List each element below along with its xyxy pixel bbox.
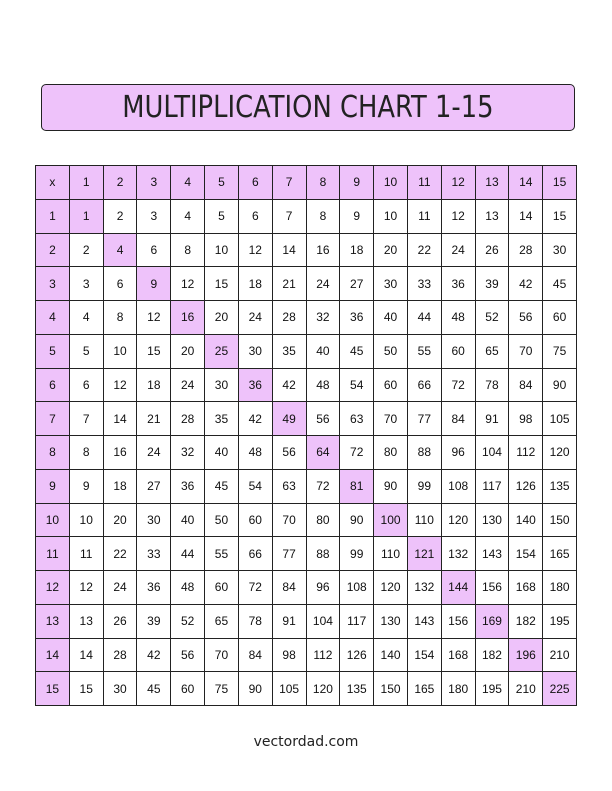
product-cell: 22 — [407, 233, 441, 267]
product-cell: 63 — [340, 402, 374, 436]
row-header-cell: 7 — [36, 402, 70, 436]
product-cell: 91 — [475, 402, 509, 436]
row-header-cell: 15 — [36, 672, 70, 706]
product-cell: 28 — [272, 301, 306, 335]
page-title: MULTIPLICATION CHART 1-15 — [122, 90, 494, 125]
product-cell: 150 — [374, 672, 408, 706]
product-cell: 7 — [69, 402, 103, 436]
row-header-cell: 4 — [36, 301, 70, 335]
product-cell: 2 — [103, 199, 137, 233]
product-cell: 91 — [272, 604, 306, 638]
header-row — [36, 166, 577, 200]
product-cell: 16 — [306, 233, 340, 267]
product-cell: 22 — [103, 537, 137, 571]
product-cell: 36 — [137, 571, 171, 605]
product-cell: 56 — [171, 638, 205, 672]
product-cell: 84 — [272, 571, 306, 605]
row-header-cell: 14 — [36, 638, 70, 672]
product-cell: 77 — [407, 402, 441, 436]
column-header-cell: 3 — [137, 166, 171, 200]
product-cell: 96 — [441, 436, 475, 470]
product-cell: 20 — [103, 503, 137, 537]
product-cell: 182 — [475, 638, 509, 672]
product-cell: 44 — [171, 537, 205, 571]
product-cell: 72 — [340, 436, 374, 470]
product-cell: 88 — [407, 436, 441, 470]
product-cell: 130 — [475, 503, 509, 537]
product-cell: 18 — [238, 267, 272, 301]
product-cell: 60 — [543, 301, 577, 335]
product-cell: 24 — [306, 267, 340, 301]
multiplication-table — [35, 165, 577, 706]
product-cell: 44 — [407, 301, 441, 335]
product-cell: 84 — [238, 638, 272, 672]
product-cell: 154 — [509, 537, 543, 571]
product-cell: 48 — [441, 301, 475, 335]
table-row — [36, 571, 577, 605]
corner-cell: x — [36, 166, 70, 200]
table-row — [36, 672, 577, 706]
row-header-cell: 12 — [36, 571, 70, 605]
product-cell: 33 — [137, 537, 171, 571]
product-cell: 135 — [340, 672, 374, 706]
square-product-cell: 25 — [205, 334, 239, 368]
product-cell: 3 — [69, 267, 103, 301]
product-cell: 5 — [69, 334, 103, 368]
column-header-cell: 1 — [69, 166, 103, 200]
column-header-cell: 10 — [374, 166, 408, 200]
product-cell: 10 — [103, 334, 137, 368]
product-cell: 154 — [407, 638, 441, 672]
product-cell: 80 — [374, 436, 408, 470]
product-cell: 24 — [137, 436, 171, 470]
table-row — [36, 368, 577, 402]
row-header-cell: 9 — [36, 469, 70, 503]
product-cell: 96 — [306, 571, 340, 605]
product-cell: 112 — [509, 436, 543, 470]
product-cell: 90 — [543, 368, 577, 402]
product-cell: 105 — [543, 402, 577, 436]
table-row — [36, 301, 577, 335]
product-cell: 33 — [407, 267, 441, 301]
product-cell: 52 — [171, 604, 205, 638]
product-cell: 27 — [137, 469, 171, 503]
product-cell: 56 — [509, 301, 543, 335]
product-cell: 14 — [272, 233, 306, 267]
product-cell: 11 — [69, 537, 103, 571]
product-cell: 28 — [509, 233, 543, 267]
column-header-cell: 8 — [306, 166, 340, 200]
product-cell: 80 — [306, 503, 340, 537]
product-cell: 8 — [171, 233, 205, 267]
product-cell: 48 — [238, 436, 272, 470]
product-cell: 66 — [407, 368, 441, 402]
square-product-cell: 36 — [238, 368, 272, 402]
product-cell: 50 — [374, 334, 408, 368]
product-cell: 6 — [69, 368, 103, 402]
product-cell: 63 — [272, 469, 306, 503]
row-header-cell: 10 — [36, 503, 70, 537]
product-cell: 14 — [69, 638, 103, 672]
product-cell: 30 — [374, 267, 408, 301]
product-cell: 88 — [306, 537, 340, 571]
product-cell: 108 — [441, 469, 475, 503]
square-product-cell: 49 — [272, 402, 306, 436]
product-cell: 15 — [69, 672, 103, 706]
product-cell: 8 — [69, 436, 103, 470]
product-cell: 24 — [441, 233, 475, 267]
column-header-cell: 6 — [238, 166, 272, 200]
product-cell: 12 — [103, 368, 137, 402]
product-cell: 56 — [306, 402, 340, 436]
product-cell: 15 — [205, 267, 239, 301]
column-header-cell: 9 — [340, 166, 374, 200]
product-cell: 55 — [407, 334, 441, 368]
product-cell: 143 — [475, 537, 509, 571]
product-cell: 132 — [441, 537, 475, 571]
square-product-cell: 196 — [509, 638, 543, 672]
product-cell: 36 — [171, 469, 205, 503]
product-cell: 39 — [475, 267, 509, 301]
product-cell: 195 — [543, 604, 577, 638]
square-product-cell: 9 — [137, 267, 171, 301]
square-product-cell: 100 — [374, 503, 408, 537]
product-cell: 21 — [137, 402, 171, 436]
product-cell: 13 — [475, 199, 509, 233]
product-cell: 28 — [103, 638, 137, 672]
product-cell: 9 — [69, 469, 103, 503]
row-header-cell: 13 — [36, 604, 70, 638]
product-cell: 40 — [306, 334, 340, 368]
table-row — [36, 469, 577, 503]
product-cell: 6 — [103, 267, 137, 301]
product-cell: 12 — [441, 199, 475, 233]
product-cell: 28 — [171, 402, 205, 436]
product-cell: 78 — [238, 604, 272, 638]
product-cell: 54 — [340, 368, 374, 402]
product-cell: 30 — [238, 334, 272, 368]
title-banner — [41, 84, 575, 131]
product-cell: 4 — [69, 301, 103, 335]
product-cell: 117 — [340, 604, 374, 638]
product-cell: 20 — [374, 233, 408, 267]
product-cell: 99 — [340, 537, 374, 571]
product-cell: 30 — [103, 672, 137, 706]
table-row — [36, 334, 577, 368]
product-cell: 165 — [407, 672, 441, 706]
product-cell: 120 — [306, 672, 340, 706]
row-header-cell: 5 — [36, 334, 70, 368]
product-cell: 180 — [543, 571, 577, 605]
product-cell: 20 — [171, 334, 205, 368]
table-row — [36, 503, 577, 537]
product-cell: 135 — [543, 469, 577, 503]
column-header-cell: 7 — [272, 166, 306, 200]
product-cell: 98 — [509, 402, 543, 436]
product-cell: 8 — [103, 301, 137, 335]
product-cell: 10 — [69, 503, 103, 537]
product-cell: 42 — [238, 402, 272, 436]
product-cell: 210 — [543, 638, 577, 672]
product-cell: 104 — [306, 604, 340, 638]
product-cell: 65 — [205, 604, 239, 638]
product-cell: 54 — [238, 469, 272, 503]
product-cell: 9 — [340, 199, 374, 233]
product-cell: 143 — [407, 604, 441, 638]
product-cell: 180 — [441, 672, 475, 706]
product-cell: 26 — [103, 604, 137, 638]
product-cell: 60 — [441, 334, 475, 368]
square-product-cell: 81 — [340, 469, 374, 503]
product-cell: 52 — [475, 301, 509, 335]
column-header-cell: 2 — [103, 166, 137, 200]
product-cell: 60 — [205, 571, 239, 605]
table-row — [36, 436, 577, 470]
column-header-cell: 4 — [171, 166, 205, 200]
product-cell: 117 — [475, 469, 509, 503]
product-cell: 60 — [238, 503, 272, 537]
row-header-cell: 6 — [36, 368, 70, 402]
product-cell: 104 — [475, 436, 509, 470]
product-cell: 30 — [543, 233, 577, 267]
product-cell: 40 — [205, 436, 239, 470]
product-cell: 120 — [374, 571, 408, 605]
product-cell: 70 — [205, 638, 239, 672]
product-cell: 72 — [238, 571, 272, 605]
product-cell: 30 — [137, 503, 171, 537]
product-cell: 48 — [171, 571, 205, 605]
product-cell: 12 — [238, 233, 272, 267]
table-row — [36, 537, 577, 571]
product-cell: 60 — [171, 672, 205, 706]
product-cell: 6 — [137, 233, 171, 267]
product-cell: 24 — [103, 571, 137, 605]
product-cell: 14 — [103, 402, 137, 436]
product-cell: 156 — [475, 571, 509, 605]
product-cell: 120 — [441, 503, 475, 537]
product-cell: 45 — [205, 469, 239, 503]
product-cell: 140 — [509, 503, 543, 537]
row-header-cell: 1 — [36, 199, 70, 233]
table-row — [36, 638, 577, 672]
column-header-cell: 12 — [441, 166, 475, 200]
square-product-cell: 4 — [103, 233, 137, 267]
square-product-cell: 169 — [475, 604, 509, 638]
row-header-cell: 2 — [36, 233, 70, 267]
table-row — [36, 233, 577, 267]
product-cell: 20 — [205, 301, 239, 335]
square-product-cell: 225 — [543, 672, 577, 706]
product-cell: 21 — [272, 267, 306, 301]
product-cell: 156 — [441, 604, 475, 638]
product-cell: 42 — [272, 368, 306, 402]
product-cell: 168 — [441, 638, 475, 672]
product-cell: 10 — [205, 233, 239, 267]
product-cell: 75 — [543, 334, 577, 368]
product-cell: 126 — [509, 469, 543, 503]
column-header-cell: 14 — [509, 166, 543, 200]
product-cell: 168 — [509, 571, 543, 605]
product-cell: 70 — [272, 503, 306, 537]
product-cell: 42 — [137, 638, 171, 672]
square-product-cell: 64 — [306, 436, 340, 470]
product-cell: 2 — [69, 233, 103, 267]
footer-site-label: vectordad.com — [253, 734, 359, 750]
product-cell: 90 — [340, 503, 374, 537]
product-cell: 35 — [272, 334, 306, 368]
square-product-cell: 16 — [171, 301, 205, 335]
product-cell: 48 — [306, 368, 340, 402]
product-cell: 84 — [441, 402, 475, 436]
table-row — [36, 604, 577, 638]
product-cell: 165 — [543, 537, 577, 571]
product-cell: 50 — [205, 503, 239, 537]
product-cell: 66 — [238, 537, 272, 571]
product-cell: 24 — [171, 368, 205, 402]
product-cell: 15 — [137, 334, 171, 368]
product-cell: 8 — [306, 199, 340, 233]
product-cell: 72 — [306, 469, 340, 503]
product-cell: 56 — [272, 436, 306, 470]
product-cell: 16 — [103, 436, 137, 470]
column-header-cell: 5 — [205, 166, 239, 200]
table-row — [36, 402, 577, 436]
product-cell: 35 — [205, 402, 239, 436]
product-cell: 12 — [137, 301, 171, 335]
product-cell: 75 — [205, 672, 239, 706]
product-cell: 132 — [407, 571, 441, 605]
column-header-cell: 11 — [407, 166, 441, 200]
product-cell: 112 — [306, 638, 340, 672]
product-cell: 110 — [374, 537, 408, 571]
product-cell: 78 — [475, 368, 509, 402]
product-cell: 140 — [374, 638, 408, 672]
product-cell: 39 — [137, 604, 171, 638]
product-cell: 32 — [306, 301, 340, 335]
product-cell: 120 — [543, 436, 577, 470]
product-cell: 110 — [407, 503, 441, 537]
product-cell: 4 — [171, 199, 205, 233]
product-cell: 6 — [238, 199, 272, 233]
product-cell: 14 — [509, 199, 543, 233]
product-cell: 18 — [340, 233, 374, 267]
product-cell: 130 — [374, 604, 408, 638]
product-cell: 65 — [475, 334, 509, 368]
row-header-cell: 11 — [36, 537, 70, 571]
product-cell: 182 — [509, 604, 543, 638]
product-cell: 70 — [509, 334, 543, 368]
product-cell: 108 — [340, 571, 374, 605]
product-cell: 99 — [407, 469, 441, 503]
product-cell: 42 — [509, 267, 543, 301]
product-cell: 10 — [374, 199, 408, 233]
product-cell: 40 — [171, 503, 205, 537]
product-cell: 60 — [374, 368, 408, 402]
product-cell: 126 — [340, 638, 374, 672]
product-cell: 32 — [171, 436, 205, 470]
table-row — [36, 199, 577, 233]
row-header-cell: 3 — [36, 267, 70, 301]
product-cell: 15 — [543, 199, 577, 233]
product-cell: 27 — [340, 267, 374, 301]
product-cell: 45 — [340, 334, 374, 368]
product-cell: 11 — [407, 199, 441, 233]
column-header-cell: 13 — [475, 166, 509, 200]
column-header-cell: 15 — [543, 166, 577, 200]
product-cell: 90 — [238, 672, 272, 706]
table-row — [36, 267, 577, 301]
product-cell: 210 — [509, 672, 543, 706]
product-cell: 40 — [374, 301, 408, 335]
product-cell: 5 — [205, 199, 239, 233]
product-cell: 55 — [205, 537, 239, 571]
product-cell: 84 — [509, 368, 543, 402]
product-cell: 30 — [205, 368, 239, 402]
product-cell: 70 — [374, 402, 408, 436]
square-product-cell: 121 — [407, 537, 441, 571]
product-cell: 45 — [137, 672, 171, 706]
product-cell: 90 — [374, 469, 408, 503]
product-cell: 36 — [340, 301, 374, 335]
product-cell: 7 — [272, 199, 306, 233]
product-cell: 45 — [543, 267, 577, 301]
product-cell: 24 — [238, 301, 272, 335]
product-cell: 18 — [137, 368, 171, 402]
product-cell: 77 — [272, 537, 306, 571]
product-cell: 105 — [272, 672, 306, 706]
product-cell: 3 — [137, 199, 171, 233]
row-header-cell: 8 — [36, 436, 70, 470]
product-cell: 13 — [69, 604, 103, 638]
product-cell: 36 — [441, 267, 475, 301]
product-cell: 26 — [475, 233, 509, 267]
product-cell: 98 — [272, 638, 306, 672]
product-cell: 150 — [543, 503, 577, 537]
product-cell: 195 — [475, 672, 509, 706]
square-product-cell: 144 — [441, 571, 475, 605]
product-cell: 12 — [69, 571, 103, 605]
product-cell: 72 — [441, 368, 475, 402]
square-product-cell: 1 — [69, 199, 103, 233]
product-cell: 12 — [171, 267, 205, 301]
product-cell: 18 — [103, 469, 137, 503]
